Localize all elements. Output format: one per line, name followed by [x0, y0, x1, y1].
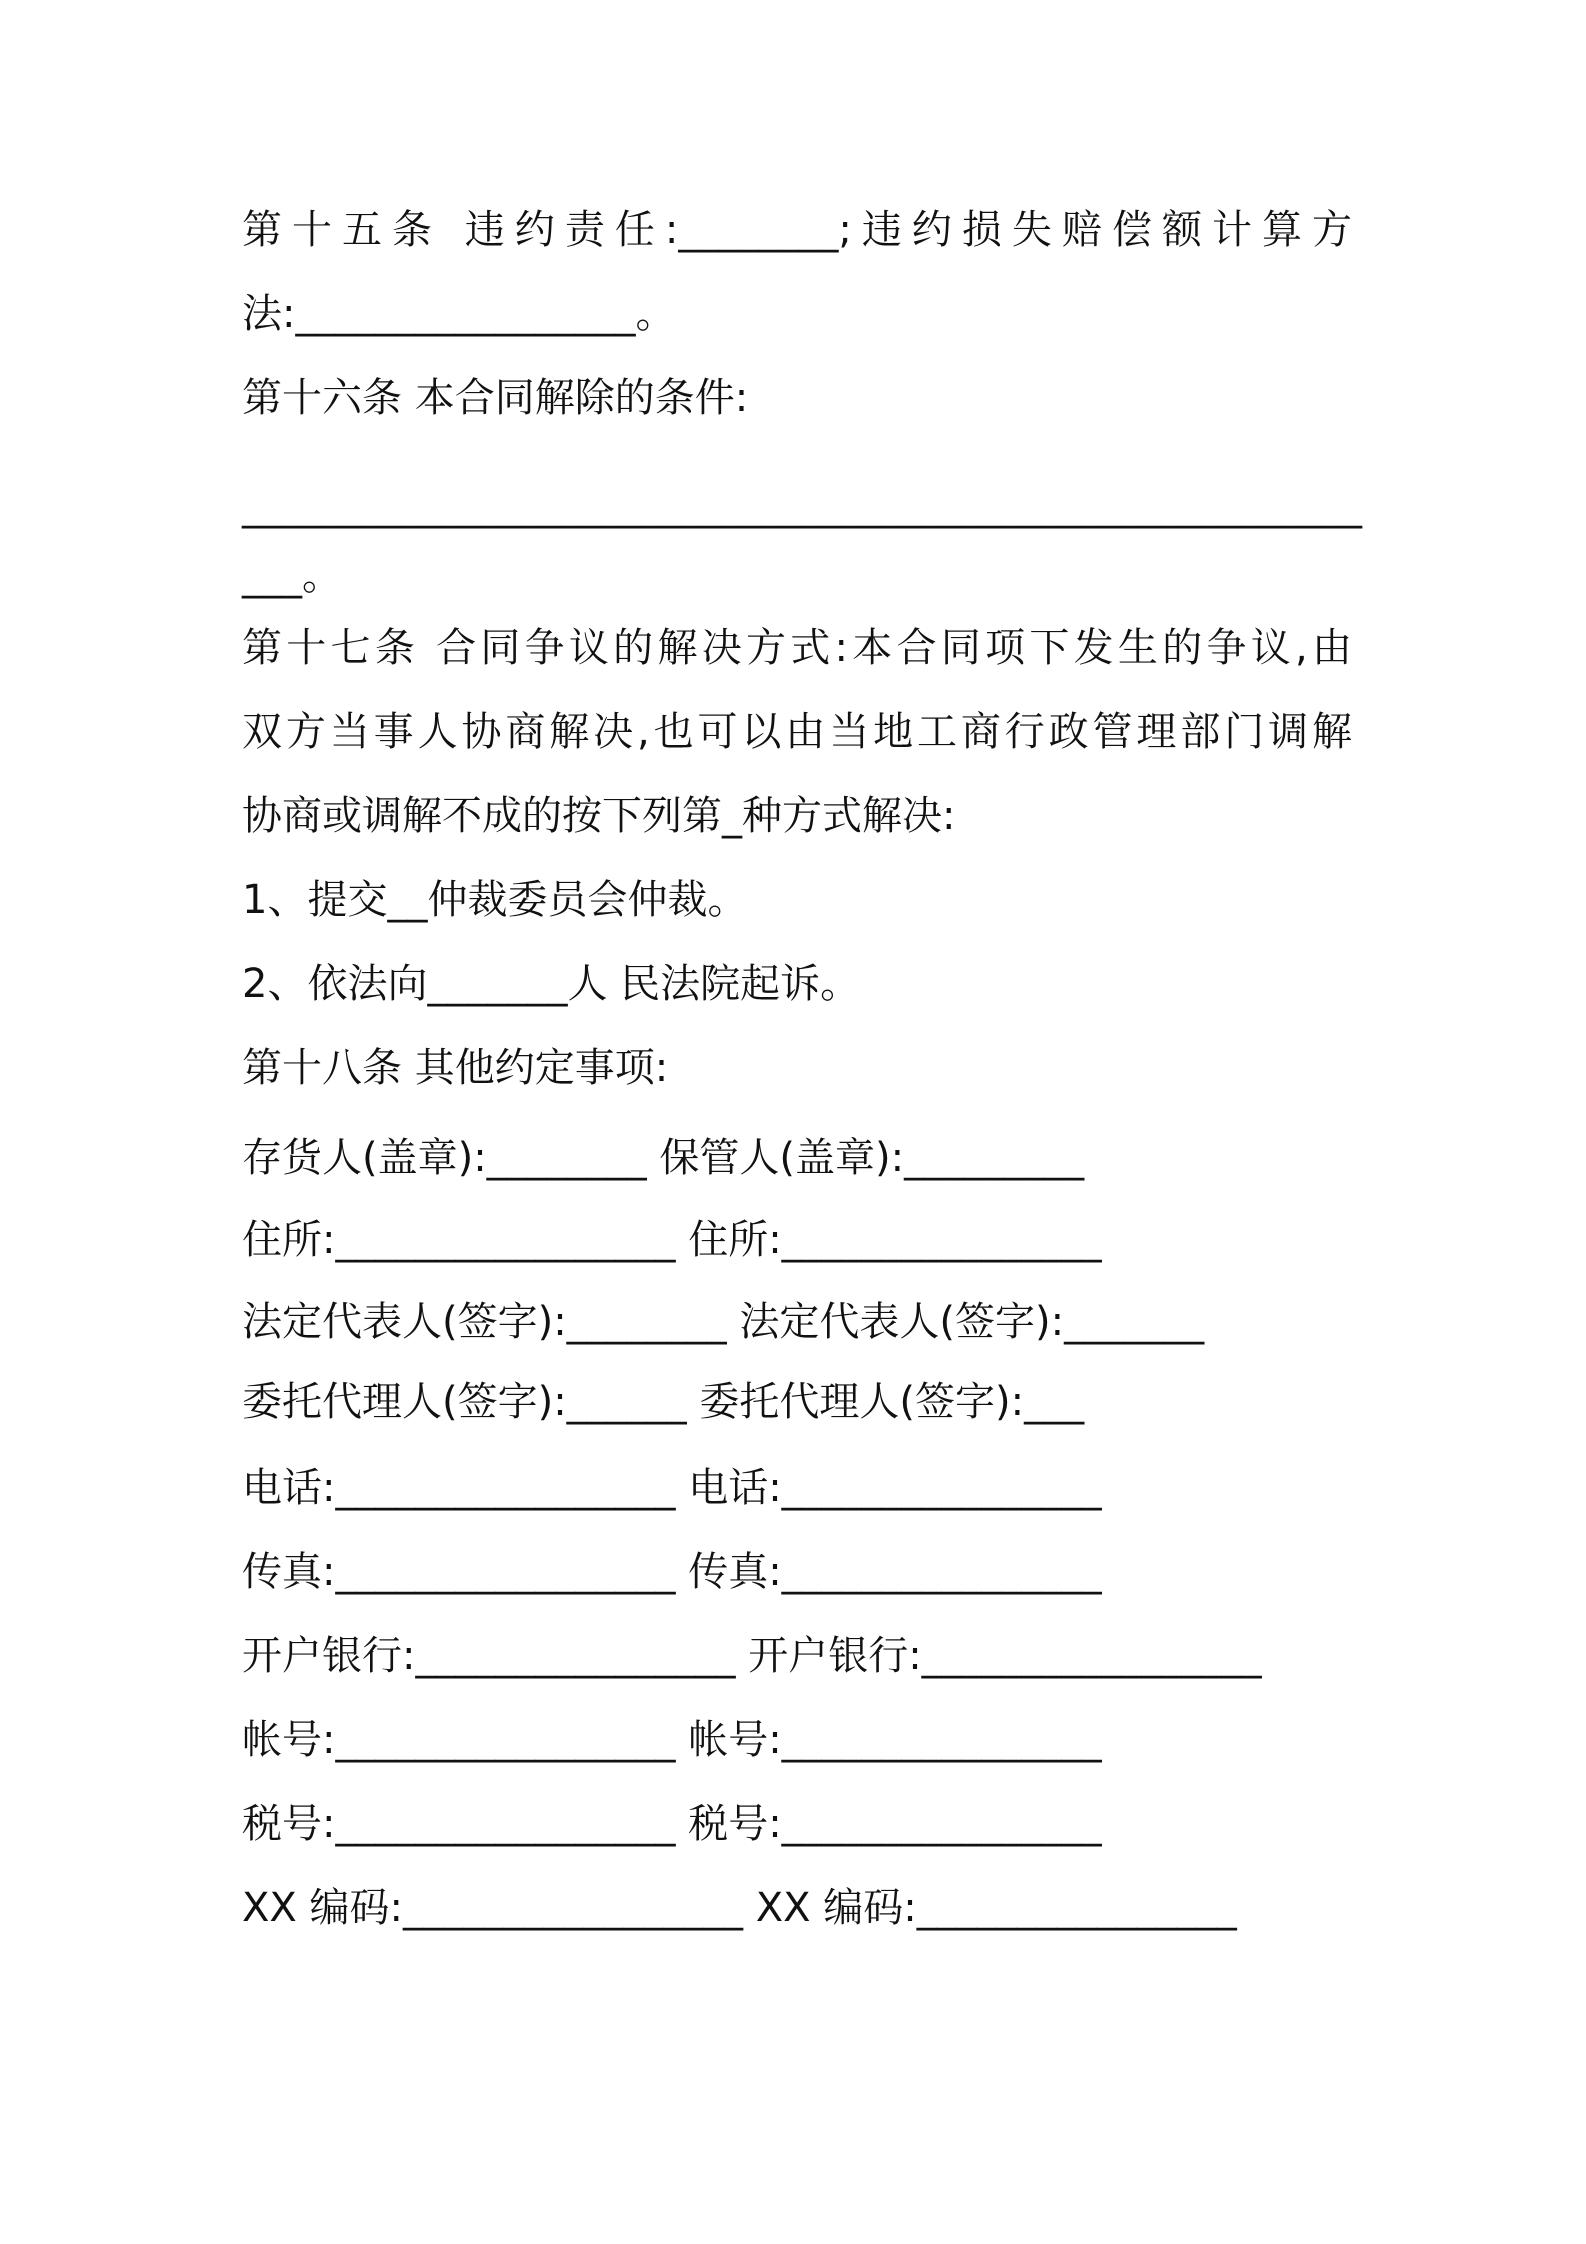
signature-row: 帐号:_________________ 帐号:________________ — [242, 1717, 1102, 1763]
article-17-line-2: 双方当事人协商解决,也可以由当地工商行政管理部门调解 — [242, 709, 1352, 755]
signature-row: 税号:_________________ 税号:________________ — [242, 1801, 1102, 1847]
article-16-heading: 第十六条 本合同解除的条件: — [242, 375, 749, 421]
article-17-line-3: 协商或调解不成的按下列第_种方式解决: — [242, 793, 956, 839]
article-16-blank-line: ________________________________________________________ — [242, 483, 1362, 529]
article-17-option-2: 2、依法向_______人 民法院起诉。 — [242, 961, 861, 1007]
article-15-line-1: 第十五条 违约责任:________;违约损失赔偿额计算方 — [242, 207, 1352, 253]
article-16-blank-end: ___。 — [242, 553, 342, 599]
signature-row: 委托代理人(签字):______ 委托代理人(签字):___ — [242, 1379, 1085, 1425]
signature-row: 法定代表人(签字):________ 法定代表人(签字):_______ — [242, 1299, 1205, 1345]
article-15-line-2: 法:_________________。 — [242, 291, 676, 337]
signature-row: 传真:_________________ 传真:________________ — [242, 1549, 1102, 1595]
signature-row: XX 编码:_________________ XX 编码:________________ — [242, 1885, 1237, 1931]
article-18-heading: 第十八条 其他约定事项: — [242, 1045, 669, 1091]
article-17-option-1: 1、提交__仲裁委员会仲裁。 — [242, 877, 748, 923]
signature-row: 住所:_________________ 住所:________________ — [242, 1217, 1102, 1263]
signature-row: 开户银行:________________ 开户银行:_________________ — [242, 1633, 1262, 1679]
signature-row: 电话:_________________ 电话:________________ — [242, 1465, 1102, 1511]
signature-row: 存货人(盖章):________ 保管人(盖章):_________ — [242, 1135, 1085, 1181]
article-17-line-1: 第十七条 合同争议的解决方式:本合同项下发生的争议,由 — [242, 625, 1352, 671]
